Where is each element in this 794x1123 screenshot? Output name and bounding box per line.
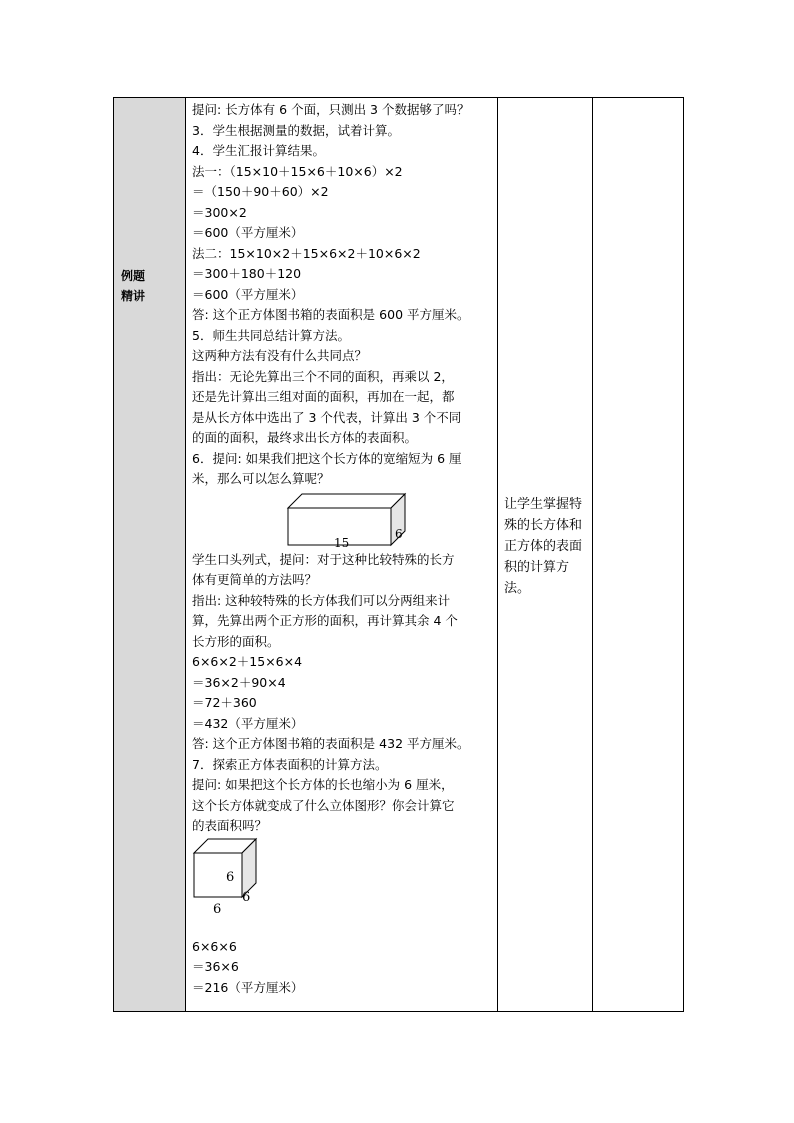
- content-line: ＝300×2: [192, 204, 247, 220]
- cube-front-label: 6: [226, 869, 235, 885]
- content-line: 6．提问: 如果我们把这个长方体的宽缩短为 6 厘: [192, 450, 462, 466]
- content-cell: [186, 98, 498, 1012]
- content-line: ＝300＋180＋120: [192, 266, 302, 281]
- content-line: 算，先算出两个正方形的面积，再计算其余 4 个: [192, 613, 458, 628]
- content-line: 答: 这个正方体图书箱的表面积是 432 平方厘米。: [192, 736, 470, 751]
- section-label: [114, 266, 185, 306]
- content-line: 学生口头列式，提问：对于这种比较特殊的长方: [192, 551, 455, 567]
- notes-cell: [593, 98, 684, 1012]
- cuboid-figure: [192, 490, 493, 550]
- content-line: 提问: 长方体有 6 个面，只测出 3 个数据够了吗？: [192, 102, 470, 117]
- content-line: 5．师生共同总结计算方法。: [192, 327, 350, 343]
- cuboid-height-label: 6: [395, 526, 403, 541]
- content-line: 答: 这个正方体图书箱的表面积是 600 平方厘米。: [192, 307, 470, 322]
- content-line: 3．学生根据测量的数据，试着计算。: [192, 122, 400, 138]
- cuboid-length-label: 15: [334, 535, 350, 550]
- content-line: ＝（150＋90＋60）×2: [192, 184, 329, 199]
- content-line: 是从长方体中选出了 3 个代表，计算出 3 个不同: [192, 409, 462, 425]
- content-line: 7．探索正方体表面积的计算方法。: [192, 756, 388, 772]
- content-line: 法二：15×10×2＋15×6×2＋10×6×2: [192, 245, 421, 261]
- content-line: ＝600（平方厘米）: [192, 286, 304, 302]
- lesson-content: [186, 98, 497, 998]
- content-line: ＝432（平方厘米）: [192, 715, 304, 731]
- table-row: [114, 98, 684, 1012]
- cube-front-face: [194, 853, 242, 897]
- purpose-cell: [498, 98, 593, 1012]
- lesson-plan-table: [113, 97, 684, 1012]
- content-line: 这个长方体就变成了什么立体图形？你会计算它: [192, 797, 455, 813]
- section-cell: [114, 98, 186, 1012]
- content-line: 米，那么可以怎么算呢？: [192, 471, 330, 486]
- content-line: 指出：无论先算出三个不同的面积，再乘以 2，: [192, 368, 454, 384]
- design-intent-text: 让学生掌握特殊的长方体和正方体的表面积的计算方法。: [504, 497, 583, 596]
- content-line: 4．学生汇报计算结果。: [192, 143, 325, 158]
- content-line: ＝216（平方厘米）: [192, 979, 304, 995]
- content-line: 的面的面积，最终求出长方体的表面积。: [192, 430, 418, 445]
- content-line: 法一：（15×10＋15×6＋10×6）×2: [192, 163, 403, 179]
- content-line: 指出: 这种较特殊的长方体我们可以分两组来计: [192, 592, 451, 608]
- content-line: ＝36×2＋90×4: [192, 674, 286, 690]
- content-line: 6×6×6: [192, 938, 237, 954]
- content-line: 长方形的面积。: [192, 633, 280, 649]
- cube-figure: [192, 837, 493, 937]
- cube-bottom-label: 6: [213, 901, 222, 917]
- section-label-line: 例题: [121, 269, 146, 283]
- content-line: ＝36×6: [192, 959, 239, 974]
- content-line: ＝72＋360: [192, 695, 257, 710]
- content-line: 这两种方法有没有什么共同点？: [192, 348, 368, 363]
- content-line: 的表面积吗？: [192, 818, 268, 833]
- content-line: 6×6×2＋15×6×4: [192, 654, 303, 669]
- cube-depth-label: 6: [242, 889, 251, 905]
- content-line: ＝600（平方厘米）: [192, 225, 304, 240]
- content-line: 体有更简单的方法吗？: [192, 572, 318, 587]
- section-label-line: 精讲: [121, 289, 146, 303]
- content-line: 还是先计算出三组对面的面积，再加在一起，都: [192, 389, 455, 404]
- cuboid-drawing: [192, 490, 492, 550]
- content-line: 提问: 如果把这个长方体的长也缩小为 6 厘米，: [192, 777, 454, 792]
- cuboid-top-face: [288, 494, 405, 508]
- cube-drawing: [192, 837, 492, 937]
